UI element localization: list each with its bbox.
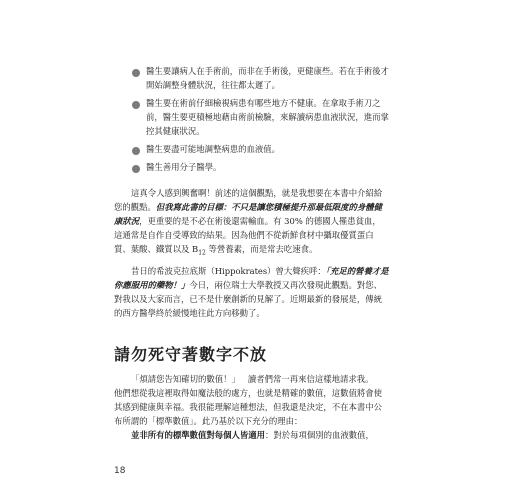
text-run: 讀者們常一再來信這樣地請求我。 bbox=[247, 374, 374, 384]
bullet-line: 醫生善用分子醫學。 bbox=[146, 162, 222, 172]
emphasis-text: 你應服用的藥物！」 bbox=[114, 280, 190, 290]
emphasis-text: 但我寫此書的目標：不只是讓您積極提升那最低限度的身體健 bbox=[155, 202, 382, 212]
paragraph-hippocrates bbox=[114, 264, 414, 320]
text-run: 質、葉酸、鐵質以及 B bbox=[114, 244, 199, 254]
bullet-dot-icon bbox=[132, 69, 140, 77]
bullet-line: 控其健康狀況。 bbox=[146, 126, 205, 136]
text-run: ，更重要的是不必在術後還需輸血。有 30% 的德國人罹患貧血， bbox=[139, 216, 381, 226]
paragraph-numbers bbox=[114, 372, 414, 442]
section-heading: 請勿死守著數字不放 bbox=[114, 345, 268, 364]
paragraph-line bbox=[114, 200, 414, 214]
list-item bbox=[132, 96, 432, 138]
bullet-line: 醫生要盡可能地調整病患的血液值。 bbox=[146, 144, 280, 154]
paragraph-line: 這真令人感到興奮啊！前述的這個觀點，就是我想要在本書中介紹給 bbox=[131, 188, 383, 198]
bullet-line: 開始調整身體狀況，往往都太遲了。 bbox=[146, 80, 280, 90]
paragraph-line bbox=[114, 428, 414, 442]
text-run: 昔日的希波克拉底斯（Hippokrates）曾大聲疾呼： bbox=[131, 266, 326, 276]
bullet-list bbox=[132, 64, 432, 178]
paragraph-line bbox=[114, 372, 414, 386]
emphasis-text: 「充足的營養才是 bbox=[325, 266, 389, 276]
paragraph-line: 他們想從我這裡取得如魔法般的處方，也就是精確的數值，這數值將會使 bbox=[114, 388, 382, 398]
list-item bbox=[132, 160, 432, 174]
page-number: 18 bbox=[114, 466, 126, 476]
paragraph-line bbox=[114, 264, 414, 278]
list-item bbox=[132, 142, 432, 156]
emphasis-text: 並非所有的標準數值對每個人皆適用 bbox=[131, 430, 265, 440]
paragraph-line: 對我以及大家而言，已不是什麼創新的見解了。近期最新的發展是，傳統 bbox=[114, 294, 382, 304]
paragraph-line: 的西方醫學終於緩慢地往此方向移動了。 bbox=[114, 308, 265, 318]
text-run: 您的觀點。 bbox=[114, 202, 156, 212]
text-run: 等營養素，而是常去吃速食。 bbox=[205, 244, 318, 254]
bullet-line: 前，醫生要更積極地藉由術前檢驗，來解讀病患血液狀況，進而掌 bbox=[146, 112, 389, 122]
emphasis-text: 康狀況 bbox=[114, 216, 140, 226]
bullet-line: 醫生要讓病人在手術前，而非在手術後，更健康些。若在手術後才 bbox=[146, 66, 389, 76]
paragraph-line bbox=[114, 242, 414, 261]
bullet-dot-icon bbox=[132, 165, 140, 173]
paragraph-line: 布所謂的「標準數值」。此乃基於以下充分的理由： bbox=[114, 416, 303, 426]
bullet-dot-icon bbox=[132, 101, 140, 109]
paragraph-line bbox=[114, 214, 414, 228]
text-run: 今日，兩位瑞士大學教授又再次發現此觀點。對您、 bbox=[189, 280, 382, 290]
paragraph-line: 其感到健康與幸福。我很能理解這種想法，但我還是決定，不在本書中公 bbox=[114, 402, 382, 412]
list-item bbox=[132, 64, 432, 92]
paragraph-line bbox=[114, 278, 414, 292]
bullet-line: 醫生要在術前仔細檢視病患有哪些地方不健康。在拿取手術刀之 bbox=[146, 98, 381, 108]
bullet-dot-icon bbox=[132, 147, 140, 155]
paragraph-line: 這通常是自作自受導致的結果。因為他們不從新鮮食材中攝取優質蛋白 bbox=[114, 230, 374, 240]
text-run: ：對於每項個別的血液數值， bbox=[265, 430, 374, 440]
paragraph-intro bbox=[114, 186, 414, 261]
subscript-text: 12 bbox=[198, 249, 206, 257]
text-run: 「煩請您告知確切的數值！」 bbox=[131, 374, 240, 384]
